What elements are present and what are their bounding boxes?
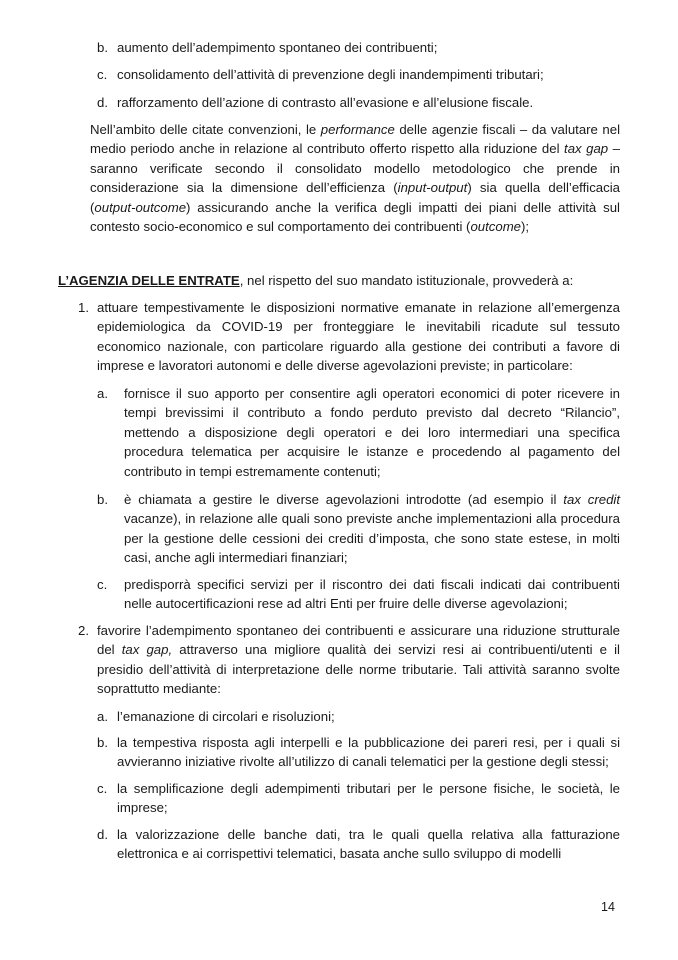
sub-item-text: l’emanazione di circolari e risoluzioni; [117, 709, 335, 724]
list-marker: d. [97, 827, 108, 842]
list-marker: c. [97, 577, 108, 592]
numbered-item-text: attuare tempestivamente le disposizioni normative emanate in relazione all’emergenza epidemiologica da COVID-19 per fronteggiare le inevitabili ricadute sul tessuto economico nazionale, con particolare riguardo alla gestione dei contributi a favore di imprese e lavoratori autonomi e delle diverse agevolazioni previste; in particolare: [97, 300, 620, 374]
sub-item-text: predisporrà specifici servizi per il riscontro dei dati fiscali indicati dai contribuenti nelle autocertificazioni rese ad altri Enti per fruire delle diverse agevolazioni; [124, 577, 620, 612]
numbered-item-text: favorire l’adempimento spontaneo dei contribuenti e assicurare una riduzione strutturale del tax gap, attraverso una migliore qualità dei servizi resi ai contribuenti/utenti e il presidio dell’attività di interpretazione delle norme tributarie. Tali attività saranno svolte soprattutto mediante: [97, 623, 620, 697]
sub-item-text: la tempestiva risposta agli interpelli e la pubblicazione dei pareri resi, per i quali si avvieranno iniziative rivolte all’utilizzo di canali telematici per la gestione degli stessi; [117, 735, 620, 770]
sub-item-text: fornisce il suo apporto per consentire agli operatori economici di poter ricevere in tempi brevissimi il contributo a fondo perduto previsto dal decreto “Rilancio”, mettendo a disposizione degli operatori e dei loro intermediari una specifica procedura telematica per acquisire le istanze e procedendo al pagamento del contributo in tempi estremamente contenuti; [124, 386, 620, 479]
sub-item-text: la semplificazione degli adempimenti tributari per le persone fisiche, le società, le imprese; [117, 781, 620, 816]
agency-name: L’AGENZIA DELLE ENTRATE [58, 273, 240, 288]
list-marker: b. [97, 40, 108, 55]
list-item-text: aumento dell’adempimento spontaneo dei contribuenti; [117, 40, 438, 55]
section-heading: L’AGENZIA DELLE ENTRATE, nel rispetto del suo mandato istituzionale, provvederà a: [58, 273, 574, 288]
sub-item-text: è chiamata a gestire le diverse agevolazioni introdotte (ad esempio il tax credit vacanze), in relazione alle quali sono previste anche implementazioni alla procedura per la gestione delle cessioni dei crediti d’imposta, che sono state estese, in molti casi, anche agli intermediari finanziari; [124, 492, 620, 566]
sub-item-text: la valorizzazione delle banche dati, tra le quali quella relativa alla fatturazione elettronica e ai corrispettivi telematici, basata anche sullo sviluppo di modelli [117, 827, 620, 862]
list-marker: b. [97, 735, 108, 750]
list-marker: d. [97, 95, 108, 110]
list-marker: c. [97, 781, 108, 796]
list-item-text: rafforzamento dell’azione di contrasto all’evasione e all’elusione fiscale. [117, 95, 534, 110]
list-item-text: consolidamento dell’attività di prevenzione degli inandempimenti tributari; [117, 67, 544, 82]
list-marker: a. [97, 386, 108, 401]
list-marker: 2. [78, 623, 89, 638]
intro-paragraph: Nell’ambito delle citate convenzioni, le performance delle agenzie fiscali – da valutare nel medio periodo anche in relazione al contributo offerto rispetto alla riduzione del tax gap – saranno verificate secondo il consolidato modello metodologico che prende in considerazione sia la dimensione dell’efficienza (input-output) sia quella dell’efficacia (output-outcome) assicurando anche la verifica degli impatti dei piani delle attività sul contesto socio-economico e sul comportamento dei contribuenti (outcome); [90, 122, 621, 235]
list-marker: 1. [78, 300, 89, 315]
list-marker: b. [97, 492, 108, 507]
list-marker: c. [97, 67, 108, 82]
page-number: 14 [601, 900, 615, 914]
list-marker: a. [97, 709, 108, 724]
